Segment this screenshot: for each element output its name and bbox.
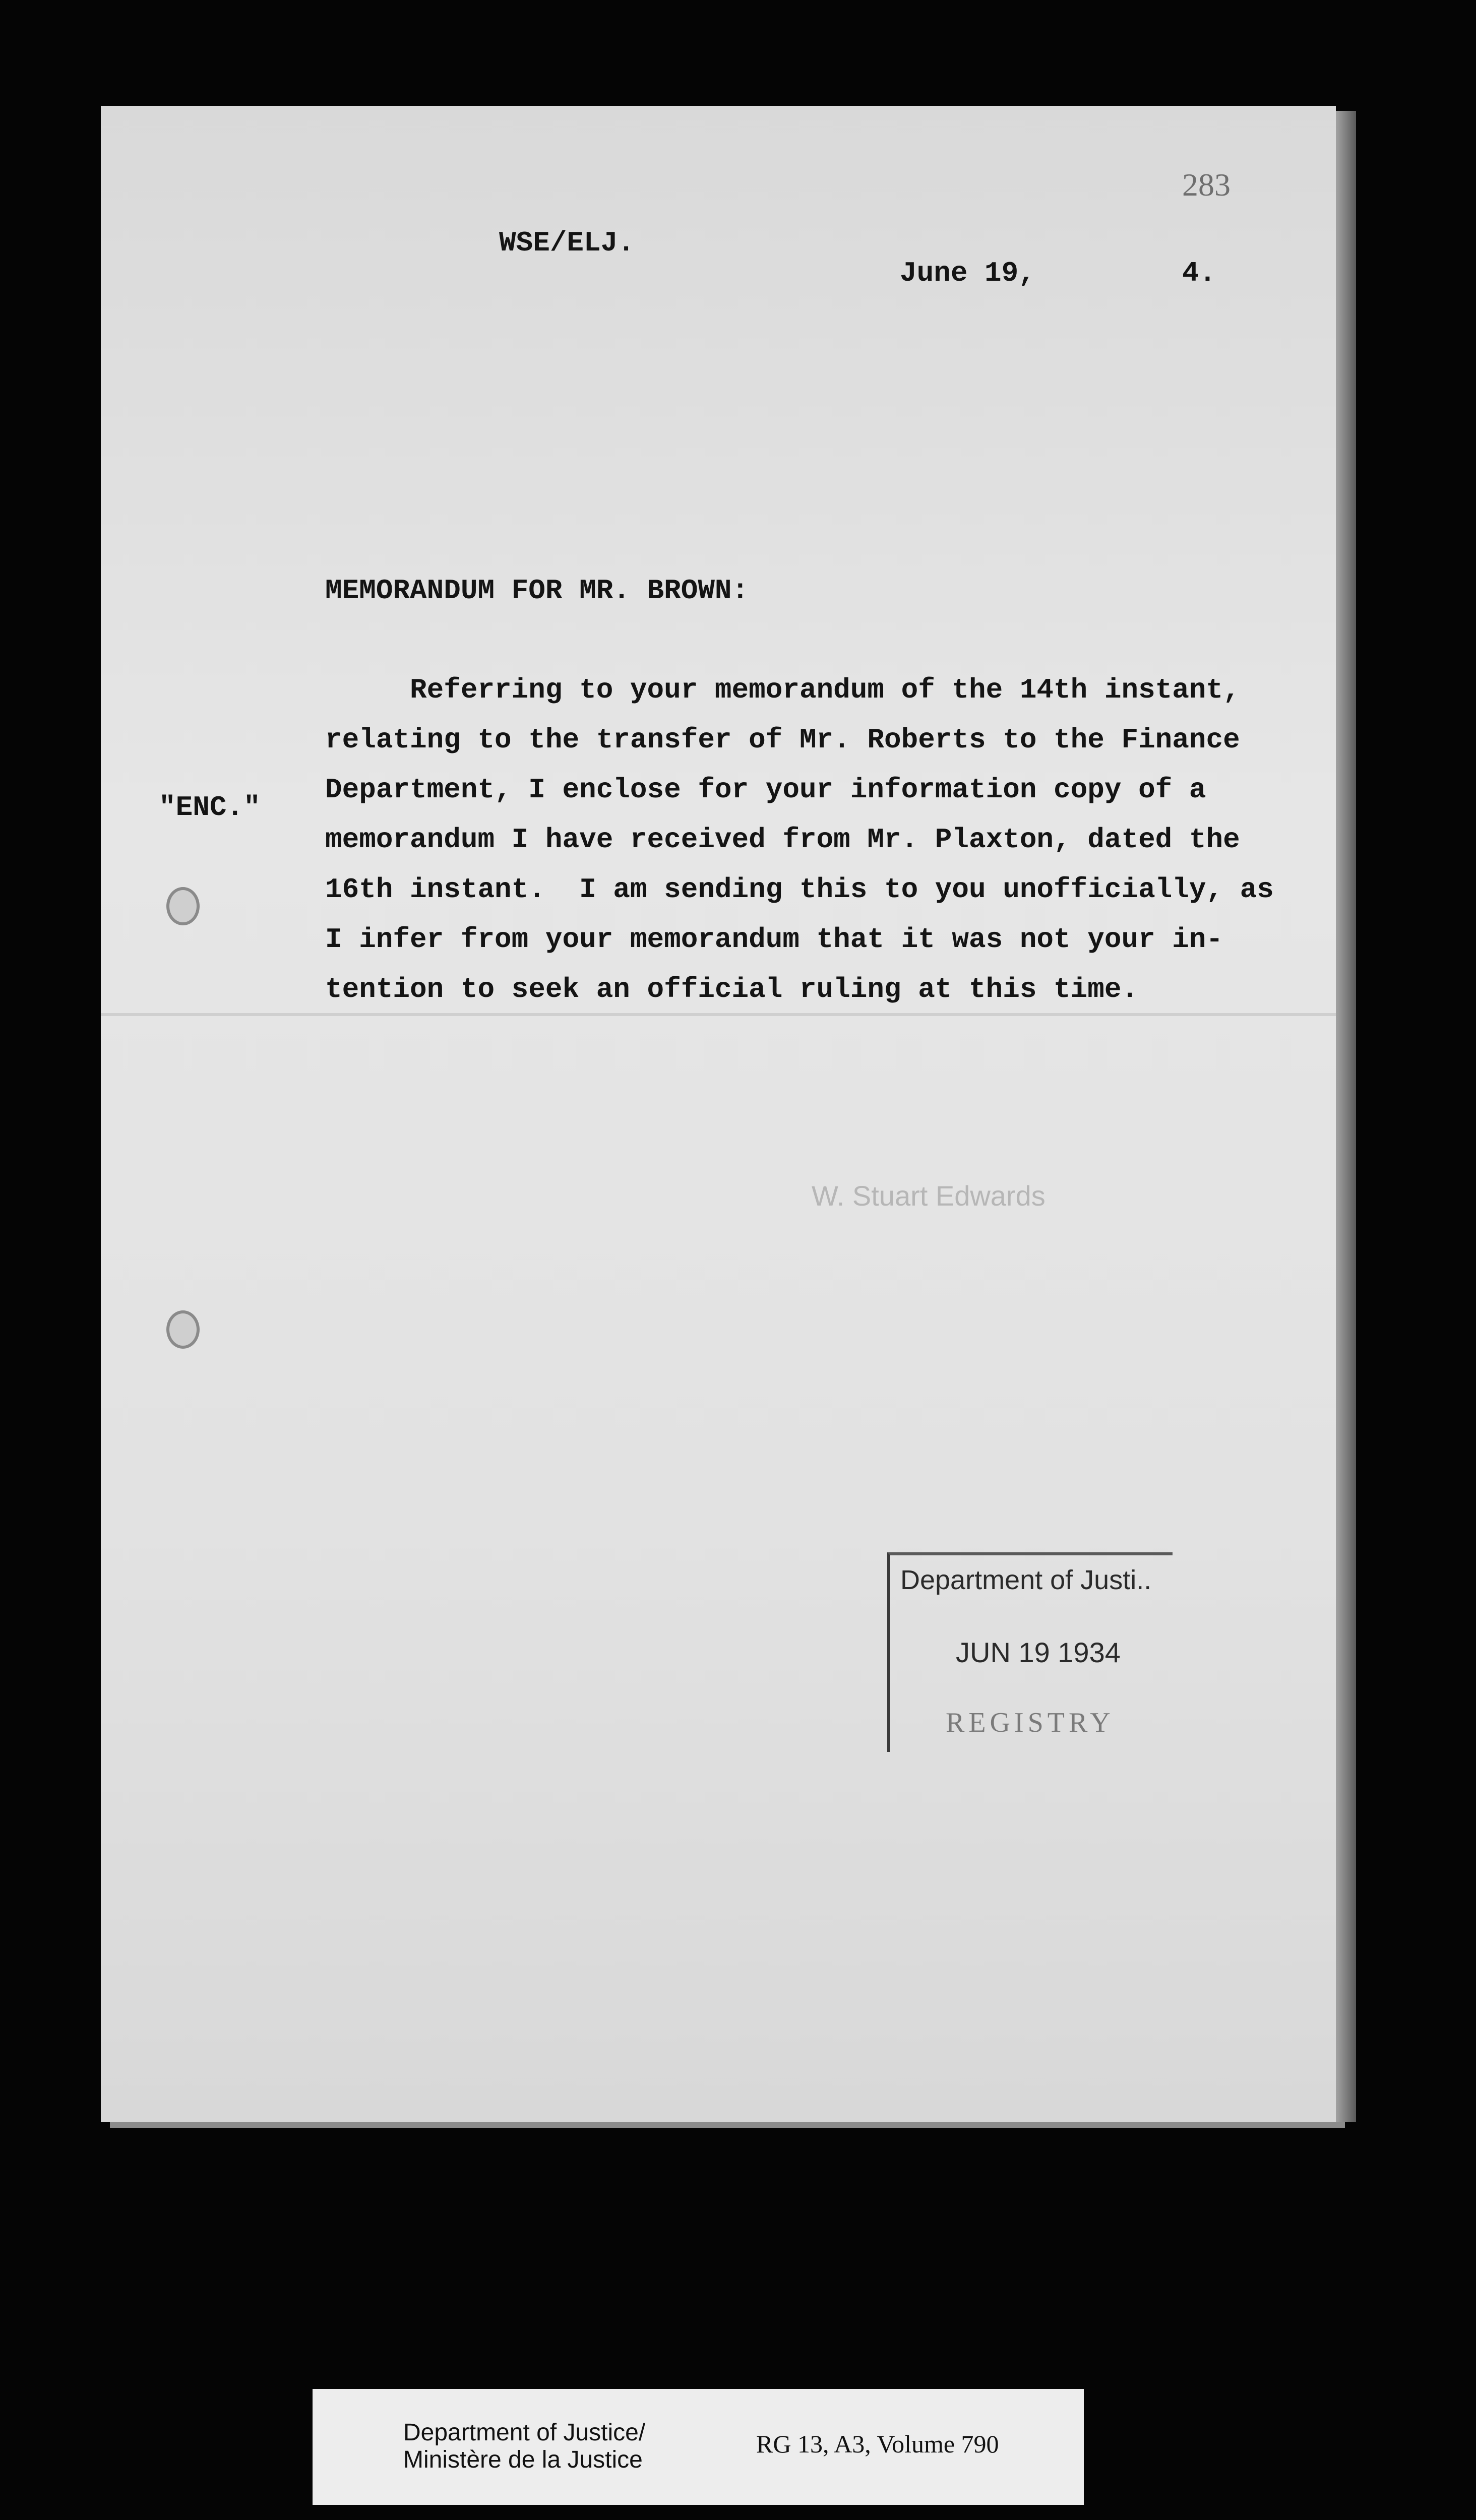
stamp-registry: REGISTRY (946, 1707, 1115, 1738)
body-line: memorandum I have received from Mr. Plaxton, dated the (325, 824, 1240, 856)
label-department-english: Department of Justice/ (403, 2419, 646, 2446)
label-record-group: RG 13, A3, Volume 790 (756, 2430, 999, 2458)
signature: W. Stuart Edwards (812, 1180, 1046, 1212)
body-line: 16th instant. I am sending this to you unofficially, as (325, 873, 1274, 906)
body-line: I infer from your memorandum that it was not your in- (325, 923, 1223, 956)
body-line: relating to the transfer of Mr. Roberts to the Finance (325, 724, 1240, 756)
page-number: 283 (1182, 167, 1231, 203)
label-department-french: Ministère de la Justice (403, 2446, 643, 2473)
body-line: Referring to your memorandum of the 14th instant, (325, 674, 1240, 706)
memo-date: June 19, (900, 257, 1035, 289)
punch-hole (166, 887, 200, 925)
reference-initials: WSE/ELJ. (499, 227, 635, 259)
memo-heading: MEMORANDUM FOR MR. BROWN: (325, 575, 749, 607)
archive-reference-label (313, 2389, 1084, 2505)
punch-hole (166, 1310, 200, 1349)
body-line: Department, I enclose for your information copy of a (325, 774, 1206, 806)
stamp-date: JUN 19 1934 (956, 1636, 1121, 1668)
stamp-department: Department of Justi.. (900, 1565, 1152, 1595)
body-line: tention to seek an official ruling at this time. (325, 973, 1139, 1005)
label-department (403, 2419, 645, 2474)
memo-body (325, 665, 1283, 1015)
enclosure-note: "ENC." (159, 791, 261, 824)
memo-date-number: 4. (1182, 257, 1216, 289)
received-stamp (887, 1552, 1173, 1752)
sheet-edge-shadow (1336, 111, 1356, 2122)
memo-sheet (101, 106, 1336, 2122)
